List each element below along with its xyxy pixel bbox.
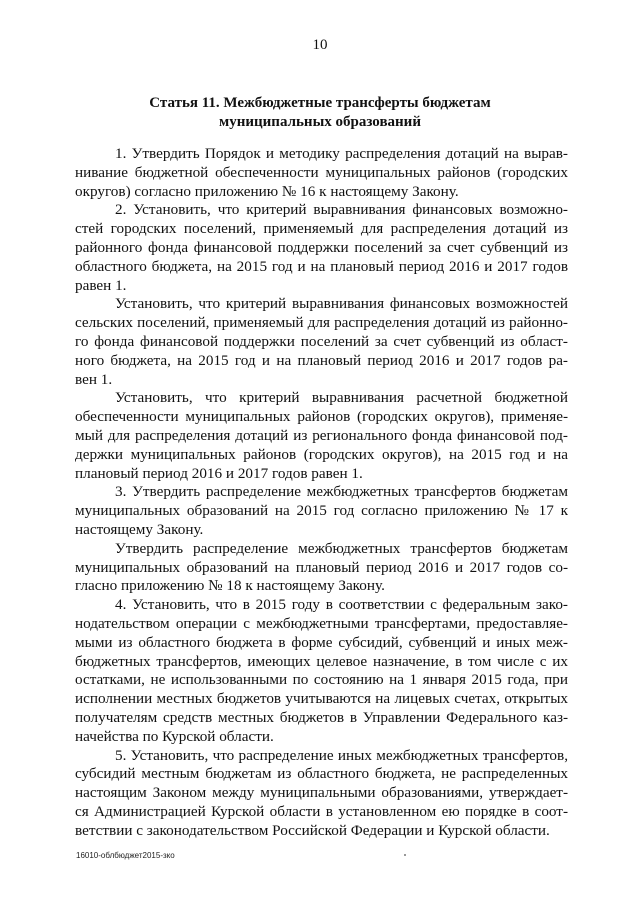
paragraph (75, 389, 568, 483)
paragraph-line: 4. Установить, что в 2015 году в соответствии с федеральным зако- (115, 596, 568, 614)
paragraph-line: обеспеченности муниципальных районов (городских округов), применяе- (75, 408, 568, 426)
paragraph-line: гласно приложению № 18 к настоящему Закону. (75, 577, 385, 595)
paragraph-line: муниципальных образований на 2015 год согласно приложению № 17 к (75, 502, 568, 520)
paragraph-line: стей городских поселений, применяемый для распределения дотаций из (75, 220, 568, 238)
paragraph (75, 540, 568, 596)
paragraph-line: держки муниципальных районов (городских округов), на 2015 год и на (75, 445, 568, 463)
paragraph-line: мыми из областного бюджета в форме субсидий, субвенций и иных меж- (75, 633, 568, 651)
paragraph (75, 747, 568, 841)
paragraph-line: ного бюджета, на 2015 год и на плановый период 2016 и 2017 годов ра- (75, 351, 568, 369)
paragraph-line: го фонда финансовой поддержки поселений за счет субвенций из област- (75, 332, 568, 350)
article-body (75, 145, 568, 840)
paragraph (75, 201, 568, 295)
paragraph-line: муниципальных образований на плановый период 2016 и 2017 годов со- (75, 558, 568, 576)
paragraph (75, 295, 568, 389)
paragraph-line: нивание бюджетной обеспеченности муниципальных районов (городских (75, 163, 568, 181)
paragraph-line: районного фонда финансовой поддержки поселений за счет субвенций из (75, 238, 568, 256)
paragraph-line: 5. Установить, что распределение иных межбюджетных трансфертов, (115, 746, 568, 764)
paragraph-line: областного бюджета, на 2015 год и на плановый период 2016 и 2017 годов (75, 257, 568, 275)
paragraph-line: мый для распределения дотаций из регионального фонда финансовой под- (75, 426, 568, 444)
paragraph-line: получателям средств местных бюджетов в Управлении Федерального каз- (75, 708, 568, 726)
paragraph-line: 3. Утвердить распределение межбюджетных трансфертов бюджетам (115, 483, 568, 501)
paragraph-line: вен 1. (75, 370, 113, 388)
paragraph-line: настоящему Закону. (75, 520, 204, 538)
paragraph (75, 596, 568, 746)
footer-document-code: 16010-облбюджет2015-зко (76, 851, 175, 860)
article-heading (90, 94, 550, 132)
paragraph-line: бюджетных трансфертов, имеющих целевое назначение, в том числе с их (75, 652, 568, 670)
paragraph-line: 2. Установить, что критерий выравнивания финансовых возможно- (115, 201, 568, 219)
paragraph-line: настоящим Законом между муниципальными образованиями, утверждает- (75, 784, 568, 802)
paragraph-line: округов) согласно приложению № 16 к настоящему Закону. (75, 182, 459, 200)
paragraph-line: плановый период 2016 и 2017 годов равен 1. (75, 464, 363, 482)
paragraph-line: Установить, что критерий выравнивания расчетной бюджетной (115, 389, 568, 407)
paragraph (75, 483, 568, 539)
scan-speck (404, 854, 406, 856)
paragraph-line: нодательством операции с межбюджетными трансфертами, предоставляе- (75, 614, 568, 632)
heading-line: муниципальных образований (219, 114, 421, 130)
paragraph-line: исполнении местных бюджетов учитываются на лицевых счетах, открытых (75, 690, 568, 708)
heading-line: Статья 11. Межбюджетные трансферты бюджетам (149, 95, 491, 111)
paragraph-line: Утвердить распределение межбюджетных трансфертов бюджетам (115, 539, 568, 557)
paragraph-line: ся Администрацией Курской области в установленном ею порядке в соот- (75, 802, 568, 820)
paragraph (75, 145, 568, 201)
paragraph-line: ветствии с законодательством Российской Федерации и Курской области. (75, 821, 550, 839)
paragraph-line: субсидий местным бюджетам из областного бюджета, не распределенных (75, 765, 568, 783)
paragraph-line: сельских поселений, применяемый для распределения дотаций из районно- (75, 314, 568, 332)
paragraph-line: Установить, что критерий выравнивания финансовых возможностей (115, 295, 568, 313)
page-number: 10 (312, 37, 328, 53)
paragraph-line: равен 1. (75, 276, 127, 294)
paragraph-line: остатками, не использованными по состоянию на 1 января 2015 года, при (75, 671, 568, 689)
paragraph-line: начейства по Курской области. (75, 727, 274, 745)
paragraph-line: 1. Утвердить Порядок и методику распределения дотаций на вырав- (115, 145, 568, 162)
